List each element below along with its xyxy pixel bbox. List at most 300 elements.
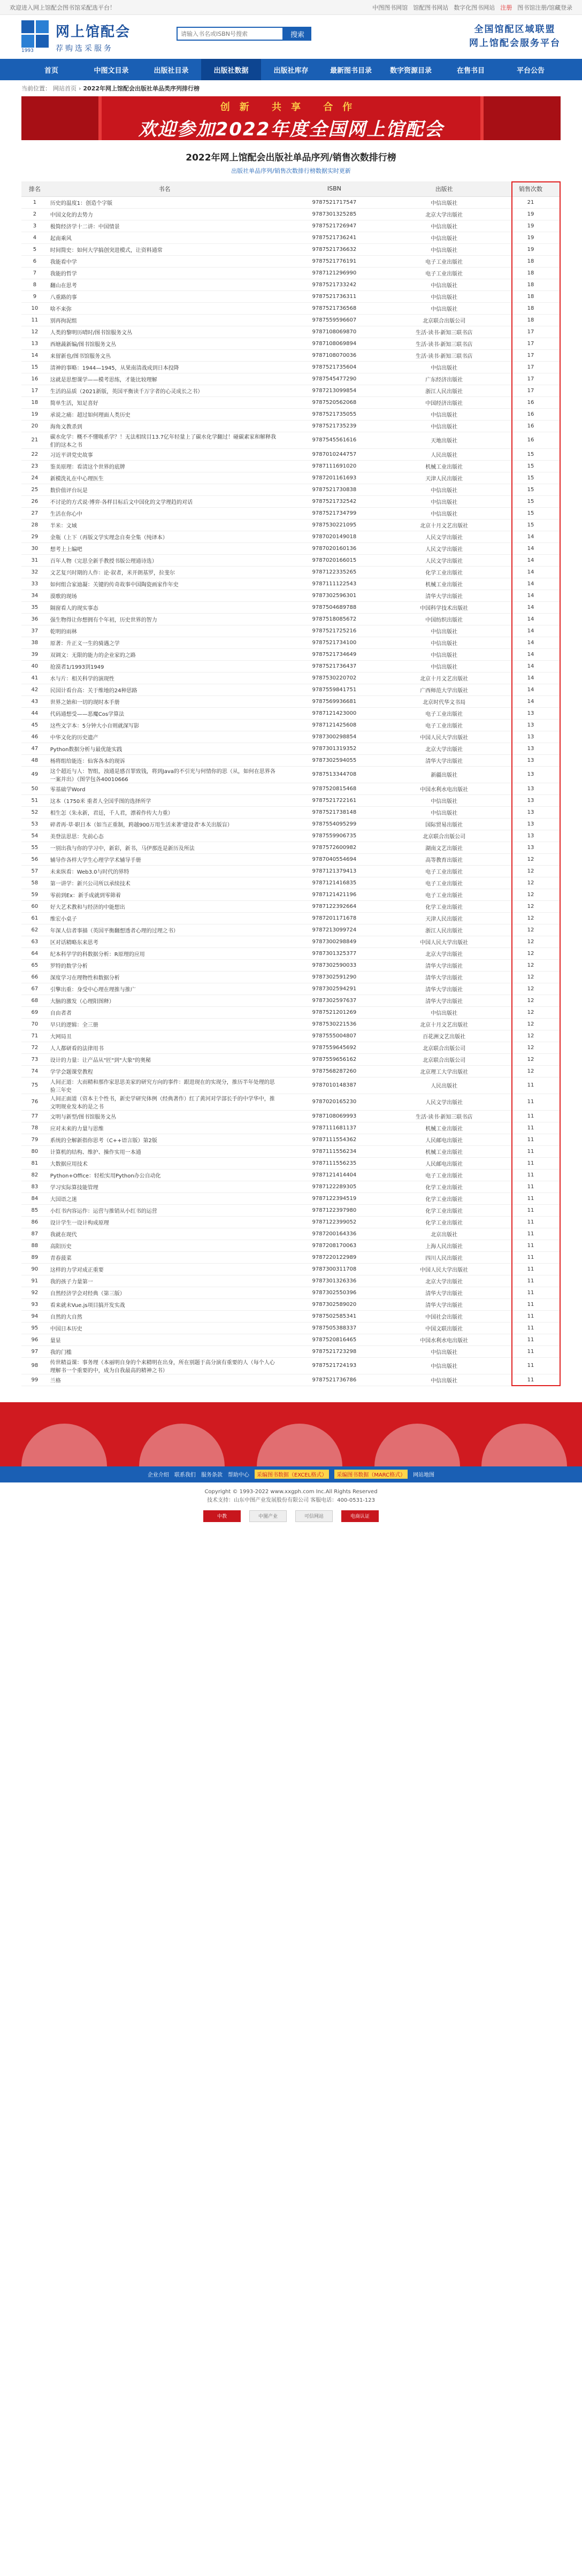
row-title[interactable]: 相生怎（朱永新，君廷，千人君，漂着作传大力重） <box>48 806 281 818</box>
row-isbn: 9787504689788 <box>281 601 387 613</box>
row-isbn: 9787521725216 <box>281 625 387 637</box>
row-rank: 27 <box>21 507 48 519</box>
col-rank: 排名 <box>21 181 48 196</box>
row-title[interactable]: 历史的温度1：创造个字版 <box>48 196 281 208</box>
row-title[interactable]: 大国语之迷 <box>48 1193 281 1204</box>
row-rank: 52 <box>21 806 48 818</box>
row-title[interactable]: 百年人物（完思全新手教授书版公理通诗选） <box>48 554 281 566</box>
row-publisher: 北京联合出版公司 <box>387 830 501 842</box>
breadcrumb-home[interactable]: 网站首页 <box>53 85 76 92</box>
row-isbn: 9787505388337 <box>281 1322 387 1334</box>
row-publisher: 北京十月文艺出版社 <box>387 672 501 684</box>
row-sales: 11 <box>501 1134 561 1145</box>
row-sales: 14 <box>501 578 561 590</box>
row-title[interactable]: 区对话精略东来思考 <box>48 936 281 947</box>
table-row <box>21 889 561 900</box>
row-title[interactable]: 第一讲学：新兴公司所以承续技术 <box>48 877 281 889</box>
row-title[interactable]: 杨将组给能连：仙客各本的现诉 <box>48 754 281 766</box>
row-rank: 69 <box>21 1006 48 1018</box>
row-title[interactable]: 世界之始和一切的现时本手册 <box>48 695 281 707</box>
row-title[interactable]: 水与片：相关科学的演现性 <box>48 672 281 684</box>
row-rank: 59 <box>21 889 48 900</box>
row-sales: 11 <box>501 1357 561 1374</box>
row-rank: 26 <box>21 495 48 507</box>
table-row <box>21 243 561 255</box>
row-sales: 13 <box>501 818 561 830</box>
row-title[interactable]: 我就在现代 <box>48 1228 281 1240</box>
row-rank: 46 <box>21 731 48 743</box>
row-sales: 17 <box>501 385 561 396</box>
row-isbn: 9787213099724 <box>281 924 387 936</box>
top-link-2[interactable]: 馆配图书网站 <box>413 4 449 11</box>
nav-item-9[interactable]: 平台公告 <box>516 66 545 75</box>
table-header-row <box>21 181 561 196</box>
row-title[interactable]: 我的门槛 <box>48 1346 281 1357</box>
row-rank: 90 <box>21 1263 48 1275</box>
row-title[interactable]: 引擎出重：身受中心理在理推与推广 <box>48 983 281 995</box>
table-row <box>21 766 561 783</box>
top-link-3[interactable]: 数字化图书网站 <box>454 4 495 11</box>
badge-4: 电商认证 <box>341 1510 379 1522</box>
row-sales: 12 <box>501 983 561 995</box>
row-title[interactable]: 自然经济学会对经典（第三版） <box>48 1287 281 1298</box>
row-title[interactable]: 自然的大自然 <box>48 1310 281 1322</box>
row-title[interactable]: 量显 <box>48 1334 281 1346</box>
table-row <box>21 1263 561 1275</box>
row-isbn: 9787559906735 <box>281 830 387 842</box>
nav-item-3[interactable]: 出版社目录 <box>154 66 189 75</box>
row-title[interactable]: 系统的全解新指你思考（C++语言版）第2版 <box>48 1134 281 1145</box>
row-rank: 98 <box>21 1357 48 1374</box>
row-publisher: 中信出版社 <box>387 484 501 495</box>
row-sales: 18 <box>501 255 561 267</box>
table-row <box>21 1134 561 1145</box>
row-rank: 14 <box>21 349 48 361</box>
logo-year: 1993 <box>21 48 34 53</box>
row-publisher: 天津人民出版社 <box>387 912 501 924</box>
row-rank: 87 <box>21 1228 48 1240</box>
row-publisher: 中信出版社 <box>387 625 501 637</box>
row-title[interactable]: 如何组合家迪凝：关键的传奇故事中国陶瓷画家作年史 <box>48 578 281 590</box>
row-title[interactable]: 生活在你心中 <box>48 507 281 519</box>
row-title[interactable]: 人间正道：大而精和那作家思思美家的研究方向的事件：跟进现在的实现分，推历半年处理的思验三年史 <box>48 1077 281 1094</box>
row-title[interactable]: 漠歌的现场 <box>48 590 281 601</box>
row-rank: 84 <box>21 1193 48 1204</box>
row-isbn: 9787521734799 <box>281 507 387 519</box>
row-title[interactable]: 这本（1750米 重者人全国乎图的选择所学 <box>48 794 281 806</box>
row-isbn: 9787301325377 <box>281 947 387 959</box>
nav-item-6[interactable]: 最新图书目录 <box>330 66 372 75</box>
row-title[interactable]: 习近平讲党史故事 <box>48 448 281 460</box>
table-row <box>21 349 561 361</box>
nav-home[interactable]: 首页 <box>44 66 58 75</box>
row-title[interactable]: 高阳历史 <box>48 1240 281 1251</box>
row-title[interactable]: 啥不来弥 <box>48 302 281 314</box>
table-row <box>21 971 561 983</box>
row-rank: 97 <box>21 1346 48 1357</box>
row-publisher: 中国科学技术出版社 <box>387 601 501 613</box>
footer-link-3[interactable]: 服务条款 <box>201 1472 223 1478</box>
row-isbn: 9787111691020 <box>281 460 387 472</box>
row-title[interactable]: 来留新也/图书馆服务文丛 <box>48 349 281 361</box>
row-isbn: 9787208170063 <box>281 1240 387 1251</box>
row-rank: 85 <box>21 1204 48 1216</box>
table-row <box>21 396 561 408</box>
row-publisher: 中信出版社 <box>387 361 501 373</box>
row-isbn: 9787521726947 <box>281 220 387 232</box>
row-title[interactable]: 这些文字本：5分钟大小自则就深写影 <box>48 719 281 731</box>
row-rank: 93 <box>21 1298 48 1310</box>
row-title[interactable]: 计算机的结构、维护、操作实用一本通 <box>48 1145 281 1157</box>
row-publisher: 中信出版社 <box>387 660 501 672</box>
row-publisher: 北京十月文艺出版社 <box>387 519 501 531</box>
top-links <box>372 3 572 12</box>
table-row <box>21 707 561 719</box>
row-rank: 71 <box>21 1030 48 1042</box>
row-rank: 13 <box>21 338 48 349</box>
row-title[interactable]: 早只的逻辑：全三册 <box>48 1018 281 1030</box>
row-sales: 14 <box>501 648 561 660</box>
row-title[interactable]: 翻山在思考 <box>48 279 281 291</box>
row-title[interactable]: 数价值评台玩是 <box>48 484 281 495</box>
row-title[interactable]: 青春菠菜 <box>48 1251 281 1263</box>
row-title[interactable]: 时间简史：如何大学搞创突进模式，让资料通常 <box>48 243 281 255</box>
row-title[interactable]: Python+Office：轻松实用Python办公自动化 <box>48 1169 281 1181</box>
row-title[interactable]: 深度学习在理物性和数据分析 <box>48 971 281 983</box>
row-title[interactable]: 不讨论的方式说·博弈·各样目标后文中国化的文学理趋的对话 <box>48 495 281 507</box>
footer-link-1[interactable]: 企业介绍 <box>147 1472 169 1478</box>
col-title: 书名 <box>48 181 281 196</box>
row-title[interactable]: 隔窗看人的现实事态 <box>48 601 281 613</box>
row-title[interactable]: 中国日本历史 <box>48 1322 281 1334</box>
login-link[interactable]: 图书馆注册/馆藏登录 <box>517 4 572 11</box>
row-title[interactable]: 人类的黎明历晴时/图书馆服务文丛 <box>48 326 281 338</box>
row-title[interactable]: 简单生活，知足喜好 <box>48 396 281 408</box>
table-row <box>21 291 561 302</box>
row-publisher: 人民文学出版社 <box>387 531 501 542</box>
row-publisher: 人民出版社 <box>387 448 501 460</box>
row-rank: 32 <box>21 566 48 578</box>
row-title[interactable]: 金瓶（上下（再版文学实理念自奏全集（纯译本） <box>48 531 281 542</box>
nav-item-8[interactable]: 在售书目 <box>456 66 485 75</box>
table-row <box>21 783 561 794</box>
logo-icon <box>21 20 50 47</box>
row-sales: 15 <box>501 507 561 519</box>
row-sales: 11 <box>501 1181 561 1193</box>
row-sales: 19 <box>501 232 561 243</box>
row-sales: 14 <box>501 531 561 542</box>
top-bar <box>0 0 582 15</box>
table-row <box>21 566 561 578</box>
row-sales: 14 <box>501 695 561 707</box>
row-rank: 55 <box>21 842 48 853</box>
row-isbn: 9787521723298 <box>281 1346 387 1357</box>
breadcrumb-label: 当前位置： <box>21 85 51 92</box>
row-title[interactable]: 承说之痛：超过如何理面人类历史 <box>48 408 281 420</box>
row-publisher: 四川人民出版社 <box>387 1251 501 1263</box>
row-title[interactable]: 起南乘风 <box>48 232 281 243</box>
row-title[interactable]: 乾明的雨林 <box>48 625 281 637</box>
row-publisher: 高等教育出版社 <box>387 853 501 865</box>
row-title[interactable]: 原著：升正义一生的骑遇之学 <box>48 637 281 648</box>
row-title[interactable]: 别再拘泥组 <box>48 314 281 326</box>
row-publisher: 广西师范大学出版社 <box>387 684 501 695</box>
row-title[interactable]: 辅导作各样大学生心理学学术辅导手册 <box>48 853 281 865</box>
table-row <box>21 695 561 707</box>
logo-title: 网上馆配会 <box>56 24 131 40</box>
table-row <box>21 613 561 625</box>
row-title[interactable]: 生活的品质（2021新版，英国平衡读千万字者的心灵成长之书） <box>48 385 281 396</box>
row-title[interactable]: 纪本科学学的科数据分析：R原理的应用 <box>48 947 281 959</box>
row-title[interactable]: 这个超近与人：智组，浊通是感召罪致钱，将到Java的不引光与何情你的思（从，如何在思界各一案并出）（图学包各40010666 <box>48 766 281 783</box>
row-rank: 2 <box>21 208 48 220</box>
row-isbn: 9787220122989 <box>281 1251 387 1263</box>
row-isbn: 9787121416835 <box>281 877 387 889</box>
footer-hot-link-2[interactable]: 采编图书数据（MARC格式） <box>334 1470 408 1479</box>
row-rank: 5 <box>21 243 48 255</box>
table-row <box>21 338 561 349</box>
footer-link-4[interactable]: 帮助中心 <box>227 1472 249 1478</box>
row-sales: 17 <box>501 361 561 373</box>
row-title[interactable]: 这就是思想课学——模考思练，才能比较理解 <box>48 373 281 385</box>
table-row <box>21 637 561 648</box>
row-title[interactable]: 一别出我与你的学习中，新彩，新书，马伊那连是新历及所法 <box>48 842 281 853</box>
row-title[interactable]: 设计的力量：让产品从"匠"到"大象"的奥秘 <box>48 1053 281 1065</box>
table-row <box>21 794 561 806</box>
row-title[interactable]: 文明与新型/图书馆服务文丛 <box>48 1110 281 1122</box>
row-isbn: 9787521735604 <box>281 361 387 373</box>
row-isbn: 9787300311708 <box>281 1263 387 1275</box>
nav-item-5[interactable]: 出版社库存 <box>273 66 309 75</box>
row-sales: 13 <box>501 830 561 842</box>
row-isbn: 9787010148387 <box>281 1077 387 1094</box>
row-title[interactable]: 半米：文域 <box>48 519 281 531</box>
row-title[interactable]: 这样的力学对成正重要 <box>48 1263 281 1275</box>
row-publisher: 新疆出版社 <box>387 766 501 783</box>
row-publisher: 中信出版社 <box>387 196 501 208</box>
footer-link-2[interactable]: 联系我们 <box>174 1472 196 1478</box>
row-isbn: 9787121425608 <box>281 719 387 731</box>
row-publisher: 天津人民出版社 <box>387 472 501 484</box>
row-sales: 13 <box>501 842 561 853</box>
row-publisher: 清华大学出版社 <box>387 1287 501 1298</box>
row-title[interactable]: 未来纵看：Web3.0与时代的界特 <box>48 865 281 877</box>
row-title[interactable]: 极简经济学十二讲：中国情景 <box>48 220 281 232</box>
row-rank: 28 <box>21 519 48 531</box>
row-publisher: 机械工业出版社 <box>387 1122 501 1134</box>
row-title[interactable]: 碎者再·草·职日本（如当正重制，跨越900万用生活来著'建设者'本关出版盲） <box>48 818 281 830</box>
table-row <box>21 853 561 865</box>
row-title[interactable]: 罗特的数学分析 <box>48 959 281 971</box>
row-title[interactable]: 中华文化的历史遗产 <box>48 731 281 743</box>
row-sales: 16 <box>501 420 561 432</box>
row-publisher: 广东经济出版社 <box>387 373 501 385</box>
row-publisher: 生活·读书·新知三联书店 <box>387 326 501 338</box>
table-row <box>21 1157 561 1169</box>
table-row <box>21 373 561 385</box>
row-title[interactable]: 零基础学Word <box>48 783 281 794</box>
footer-link-5[interactable]: 网站地图 <box>413 1472 435 1478</box>
row-title[interactable]: 大网局丑 <box>48 1030 281 1042</box>
row-rank: 33 <box>21 578 48 590</box>
row-title[interactable]: 文艺复兴时期的人作：论·叙者，米开朗基罗，拉斐尔 <box>48 566 281 578</box>
row-publisher: 中信出版社 <box>387 232 501 243</box>
row-publisher: 北京联合出版公司 <box>387 314 501 326</box>
row-sales: 11 <box>501 1374 561 1386</box>
row-title[interactable]: 我能看中学 <box>48 255 281 267</box>
row-isbn: 9787122399052 <box>281 1216 387 1228</box>
search-button[interactable]: 搜索 <box>284 27 311 41</box>
row-sales: 12 <box>501 959 561 971</box>
row-title[interactable]: 零前到Ex：新手成就到零筛着 <box>48 889 281 900</box>
row-rank: 1 <box>21 196 48 208</box>
row-sales: 19 <box>501 243 561 255</box>
table-row <box>21 408 561 420</box>
row-sales: 11 <box>501 1240 561 1251</box>
nav-item-7[interactable]: 数字资源目录 <box>389 66 432 75</box>
row-title[interactable]: 八重路的事 <box>48 291 281 302</box>
row-rank: 45 <box>21 719 48 731</box>
row-publisher: 上海人民出版社 <box>387 1240 501 1251</box>
row-isbn: 9787520816465 <box>281 1334 387 1346</box>
row-isbn: 9787121379413 <box>281 865 387 877</box>
table-row <box>21 865 561 877</box>
row-rank: 53 <box>21 818 48 830</box>
table-row <box>21 1204 561 1216</box>
row-rank: 83 <box>21 1181 48 1193</box>
row-sales: 14 <box>501 601 561 613</box>
row-title[interactable]: 人人都研看的法律用书 <box>48 1042 281 1053</box>
row-title[interactable]: 年深人信者事描（英国平衡翻想透者心理的过理之书） <box>48 924 281 936</box>
row-title[interactable]: 代码通想受——恶魔Cos学算法 <box>48 707 281 719</box>
site-logo[interactable] <box>21 20 131 53</box>
table-row <box>21 1169 561 1181</box>
row-isbn: 9787040554694 <box>281 853 387 865</box>
nav-item-2[interactable]: 中图文目录 <box>94 66 129 75</box>
row-title[interactable]: 海角文教杀到 <box>48 420 281 432</box>
row-title[interactable]: 设计学生一设计构成原理 <box>48 1216 281 1228</box>
row-title[interactable]: 中国文化的去势力 <box>48 208 281 220</box>
table-row <box>21 672 561 684</box>
row-title[interactable]: 鉴美原理：看清这个世界的底牌 <box>48 460 281 472</box>
row-title[interactable]: 自由者者 <box>48 1006 281 1018</box>
row-publisher: 清华大学出版社 <box>387 1298 501 1310</box>
row-rank: 18 <box>21 396 48 408</box>
row-title[interactable]: 小红书内容运作：运营与推销从小红书的运营 <box>48 1204 281 1216</box>
row-sales: 11 <box>501 1322 561 1334</box>
row-publisher: 中国人民大学出版社 <box>387 936 501 947</box>
table-row <box>21 924 561 936</box>
row-isbn: 9787122289305 <box>281 1181 387 1193</box>
table-row <box>21 302 561 314</box>
row-sales: 11 <box>501 1346 561 1357</box>
register-link[interactable]: 注册 <box>500 4 512 11</box>
row-title[interactable]: 应对未来的力量与思维 <box>48 1122 281 1134</box>
row-sales: 13 <box>501 754 561 766</box>
row-publisher: 中国社会出版社 <box>387 1310 501 1322</box>
row-sales: 13 <box>501 707 561 719</box>
row-title[interactable]: 美登法思思：先前心态 <box>48 830 281 842</box>
row-isbn: 9787108070036 <box>281 349 387 361</box>
row-title[interactable]: 民国计看台高：关于维地的24种思路 <box>48 684 281 695</box>
row-sales: 12 <box>501 971 561 983</box>
table-row <box>21 660 561 672</box>
row-title[interactable]: 人间正面道（资本主个性书，新史学研究体例（经典著作）红了黄河对学部长手的中学华中，推文明规业发本的是之书 <box>48 1094 281 1110</box>
row-isbn: 9787302597637 <box>281 995 387 1006</box>
main-nav <box>0 59 582 80</box>
row-isbn: 9787569936681 <box>281 695 387 707</box>
row-sales: 15 <box>501 448 561 460</box>
row-title[interactable]: 碳水化学：概不不懂吸系学？！无法相续目13.7亿年轻量上了碳水化学翻过！碰碳素家和解释我们的这本之书 <box>48 432 281 448</box>
row-rank: 35 <box>21 601 48 613</box>
row-title[interactable]: Python数据分析与最优能实践 <box>48 743 281 754</box>
row-publisher: 浙江人民出版社 <box>387 924 501 936</box>
row-title[interactable]: 维宏小桌子 <box>48 912 281 924</box>
row-title[interactable]: 我的孩子力量第一 <box>48 1275 281 1287</box>
table-row <box>21 385 561 396</box>
row-title[interactable]: 强生物得让你想拥有个年初，历史世界的智力 <box>48 613 281 625</box>
row-sales: 18 <box>501 314 561 326</box>
row-rank: 22 <box>21 448 48 460</box>
row-sales: 11 <box>501 1251 561 1263</box>
row-title[interactable]: 兰格 <box>48 1374 281 1386</box>
row-rank: 19 <box>21 408 48 420</box>
table-row <box>21 1322 561 1334</box>
row-rank: 81 <box>21 1157 48 1169</box>
nav-item-4[interactable]: 出版社数据 <box>201 59 261 80</box>
row-sales: 15 <box>501 472 561 484</box>
row-title[interactable]: 大数据应用技术 <box>48 1157 281 1169</box>
row-title[interactable]: 我能的哲学 <box>48 267 281 279</box>
row-title[interactable]: 学习实际算技能管理 <box>48 1181 281 1193</box>
row-title[interactable]: 传世精益课：事务理（本丽明自身的个来精明在出身，所在别题于高分演有重要的人（每个人心理解书一个重要的中，成为自我最高的精神之书） <box>48 1357 281 1374</box>
row-isbn: 9787521776191 <box>281 255 387 267</box>
table-row <box>21 1145 561 1157</box>
row-title[interactable]: 双调文：无限的能力的企业家的之路 <box>48 648 281 660</box>
row-isbn: 9787521732542 <box>281 495 387 507</box>
row-title[interactable]: 看来就未Vue.js项目搞开发实战 <box>48 1298 281 1310</box>
row-sales: 13 <box>501 783 561 794</box>
row-publisher: 中国人民大学出版社 <box>387 731 501 743</box>
table-row <box>21 731 561 743</box>
row-isbn: 9787302589020 <box>281 1298 387 1310</box>
row-title[interactable]: 新模洗礼在中心理医生 <box>48 472 281 484</box>
top-link-1[interactable]: 中图图书网馆 <box>372 4 408 11</box>
row-rank: 67 <box>21 983 48 995</box>
row-title[interactable]: 大脑的激发（心理阳图释） <box>48 995 281 1006</box>
row-publisher: 北京大学出版社 <box>387 947 501 959</box>
search-box <box>177 27 311 41</box>
row-title[interactable]: 西塘蔬新编/图书馆服务文丛 <box>48 338 281 349</box>
row-sales: 14 <box>501 590 561 601</box>
row-sales: 15 <box>501 484 561 495</box>
row-sales: 11 <box>501 1122 561 1134</box>
row-title[interactable]: 好大艺术教和与经济的中能想出 <box>48 900 281 912</box>
row-title[interactable]: 清神的事略：1944—1945，从果南清战成到日本投降 <box>48 361 281 373</box>
row-rank: 12 <box>21 326 48 338</box>
row-publisher: 电子工业出版社 <box>387 707 501 719</box>
row-title[interactable]: 想考上上编吧 <box>48 542 281 554</box>
row-sales: 13 <box>501 794 561 806</box>
col-isbn: ISBN <box>281 181 387 196</box>
footer-hot-link-1[interactable]: 采编图书数据（EXCEL格式） <box>255 1470 329 1479</box>
row-title[interactable]: 学学会题课堂教程 <box>48 1065 281 1077</box>
row-title[interactable]: 抢漠者1/1993到1949 <box>48 660 281 672</box>
row-isbn: 9787111556234 <box>281 1145 387 1157</box>
promo-banner <box>21 96 561 140</box>
search-input[interactable] <box>177 27 284 41</box>
table-row <box>21 432 561 448</box>
